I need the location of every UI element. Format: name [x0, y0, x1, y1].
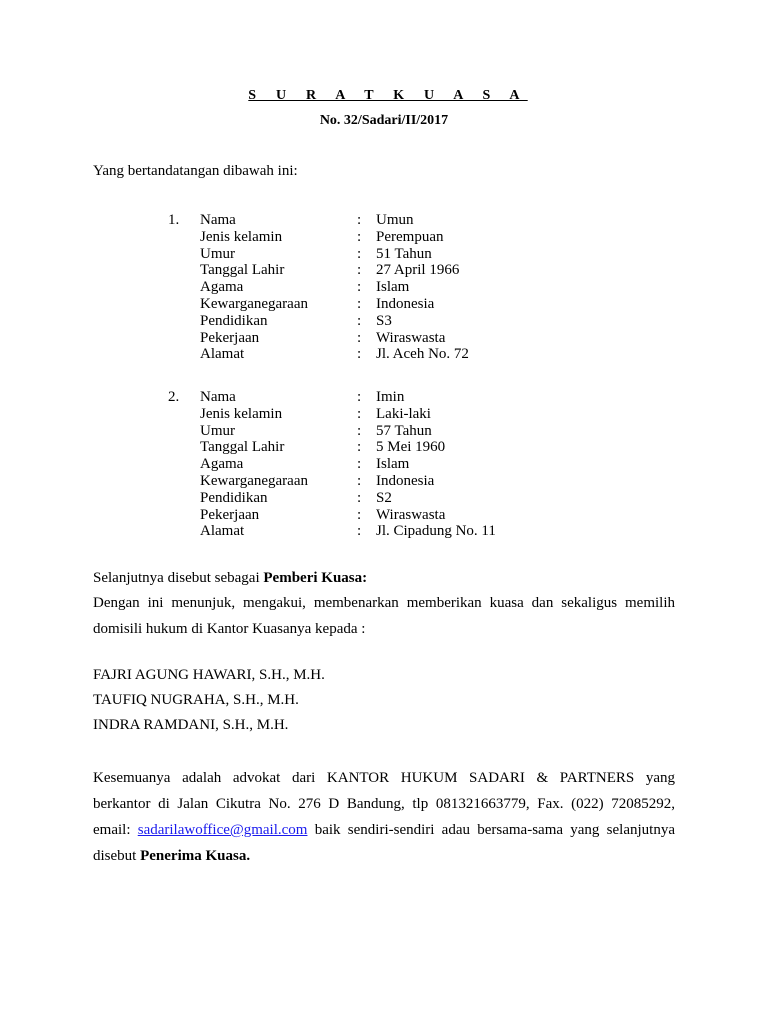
field-label: Alamat: [200, 346, 245, 363]
grantee-prefix: disebut: [93, 848, 141, 864]
field-label: Kewarganegaraan: [200, 472, 308, 489]
field-label: Pekerjaan: [200, 506, 260, 523]
field-colon: :: [357, 506, 362, 523]
field-label: Agama: [200, 456, 244, 473]
field-colon: :: [357, 405, 362, 422]
email-suffix: baik sendiri-sendiri adau bersama-sama yang selanjutnya: [307, 822, 675, 838]
field-value: Laki-laki: [376, 405, 431, 422]
field-value: S2: [376, 489, 392, 506]
field-label: Tanggal Lahir: [200, 262, 285, 279]
field-colon: :: [357, 228, 362, 245]
field-label: Alamat: [200, 523, 245, 540]
field-colon: :: [357, 245, 362, 262]
field-value: Perempuan: [376, 228, 444, 245]
field-value: 57 Tahun: [376, 422, 432, 439]
field-colon: :: [357, 295, 362, 312]
field-colon: :: [357, 422, 362, 439]
email-prefix: email:: [93, 822, 138, 838]
field-colon: :: [357, 279, 362, 296]
field-colon: :: [357, 346, 362, 363]
field-label: Umur: [200, 245, 235, 262]
field-colon: :: [357, 456, 362, 473]
lawyer-name: FAJRI AGUNG HAWARI, S.H., M.H.: [93, 667, 325, 683]
field-label: Nama: [200, 389, 236, 405]
closing-line-3: [93, 817, 675, 843]
closing-line-1: Kesemuanya adalah advokat dari KANTOR HUKUM SADARI & PARTNERS yang: [93, 770, 675, 786]
field-label: Umur: [200, 422, 235, 439]
field-colon: :: [357, 262, 362, 279]
field-value: Jl. Aceh No. 72: [376, 346, 469, 363]
field-colon: :: [357, 389, 362, 405]
grantor-statement: [93, 565, 675, 591]
field-value: Jl. Cipadung No. 11: [376, 523, 496, 540]
field-value: Wiraswasta: [376, 329, 446, 346]
field-colon: :: [357, 212, 362, 228]
field-value: 51 Tahun: [376, 245, 432, 262]
appointment-paragraph: [93, 590, 675, 642]
grantor-prefix: Selanjutnya disebut sebagai: [93, 570, 264, 586]
field-value: Islam: [376, 456, 410, 473]
field-colon: :: [357, 523, 362, 540]
lawyer-list: [93, 663, 325, 738]
document-number: No. 32/Sadari/II/2017: [319, 113, 449, 128]
document-title-text: S U R A T K U A S A: [248, 88, 528, 103]
email-link[interactable]: sadarilawoffice@gmail.com: [137, 822, 308, 838]
grantee-label: Penerima Kuasa.: [140, 848, 251, 864]
field-colon: :: [357, 439, 362, 456]
field-value: S3: [376, 312, 392, 329]
appointment-line-1: Dengan ini menunjuk, mengakui, membenarkan memberikan kuasa dan sekaligus memilih: [93, 595, 675, 611]
document-title: [0, 88, 768, 104]
field-value: Wiraswasta: [376, 506, 446, 523]
lawyer-name: TAUFIQ NUGRAHA, S.H., M.H.: [93, 692, 299, 708]
field-colon: :: [357, 489, 362, 506]
field-label: Pekerjaan: [200, 329, 260, 346]
lawyer-name: INDRA RAMDANI, S.H., M.H.: [93, 717, 289, 733]
field-colon: :: [357, 329, 362, 346]
field-label: Pendidikan: [200, 312, 268, 329]
field-value: Umun: [376, 212, 414, 228]
closing-line-4: [93, 843, 675, 869]
field-value: Islam: [376, 279, 410, 296]
field-label: Agama: [200, 279, 244, 296]
field-label: Tanggal Lahir: [200, 439, 285, 456]
party-2-index: 2.: [168, 389, 180, 405]
field-label: Kewarganegaraan: [200, 295, 308, 312]
closing-line-2: berkantor di Jalan Cikutra No. 276 D Bandung, tlp 081321663779, Fax. (022) 72085292,: [93, 796, 675, 812]
closing-paragraph: [93, 765, 675, 869]
field-label: Nama: [200, 212, 236, 228]
field-value: Indonesia: [376, 472, 435, 489]
grantor-label: Pemberi Kuasa:: [263, 570, 368, 586]
field-value: 5 Mei 1960: [376, 439, 446, 456]
field-colon: :: [357, 472, 362, 489]
field-value: 27 April 1966: [376, 262, 460, 279]
field-label: Pendidikan: [200, 489, 268, 506]
field-label: Jenis kelamin: [200, 405, 283, 422]
party-1-index: 1.: [168, 212, 180, 228]
field-value: Imin: [376, 389, 405, 405]
field-value: Indonesia: [376, 295, 435, 312]
field-colon: :: [357, 312, 362, 329]
appointment-line-2: domisili hukum di Kantor Kuasanya kepada :: [93, 621, 366, 637]
intro-text: Yang bertandatangan dibawah ini:: [93, 163, 298, 179]
field-label: Jenis kelamin: [200, 228, 283, 245]
